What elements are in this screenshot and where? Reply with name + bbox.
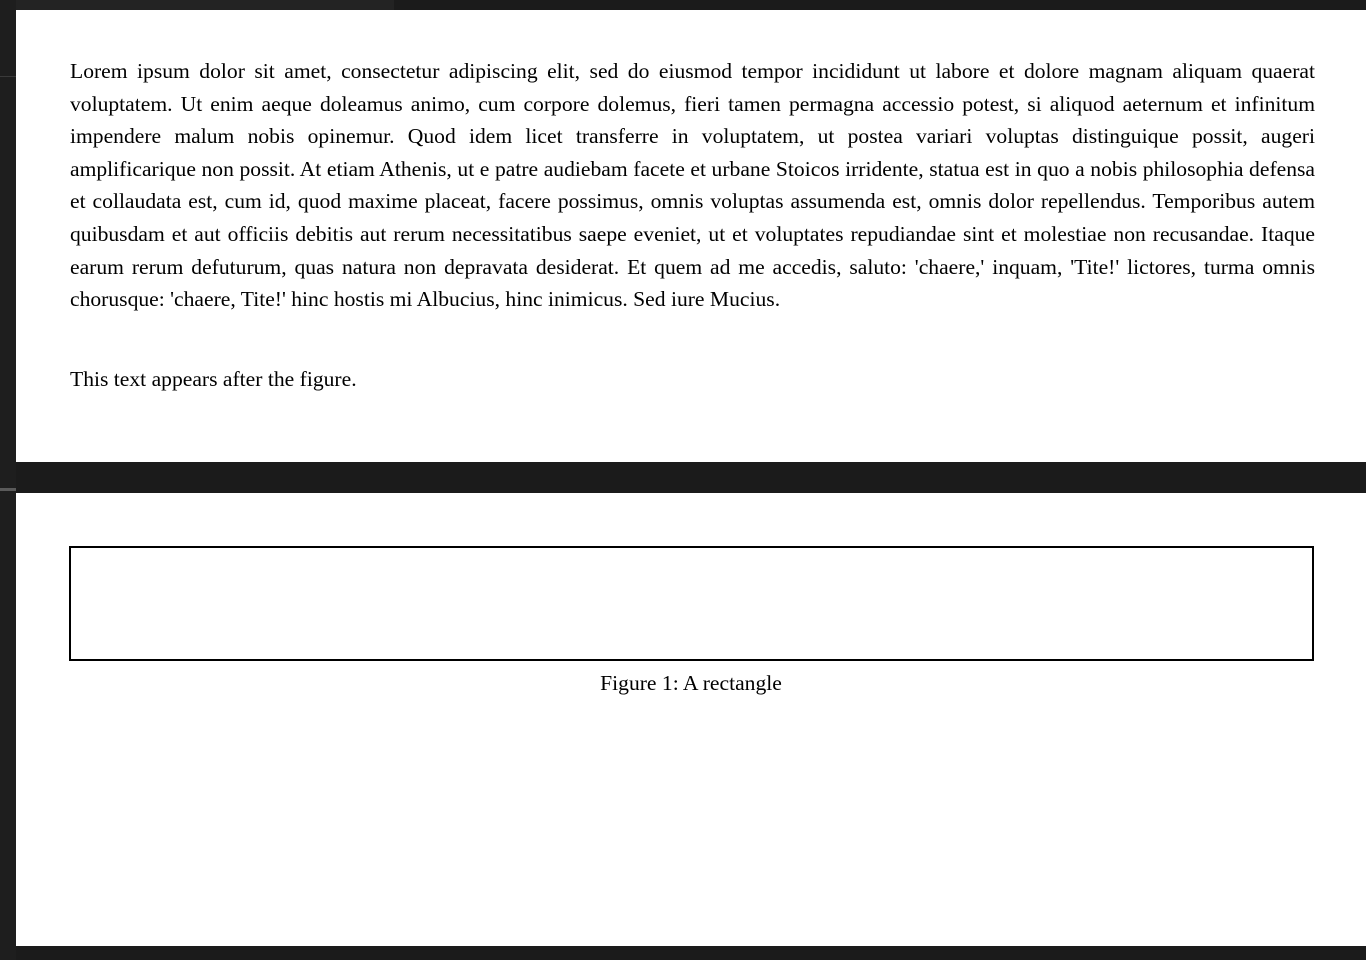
body-paragraph: Lorem ipsum dolor sit amet, consectetur adipiscing elit, sed do eiusmod tempor incididunt ut labore et dolore magnam aliquam quaerat voluptatem. Ut enim aeque doleamus animo, cum corpore dolemus, fieri tamen permagna accessio potest, si aliquod aeternum et infinitum impendere malum nobis opinemur. Quod idem licet transferre in voluptatem, ut postea variari voluptas distinguique possit, augeri amplificarique non possit. At etiam Athenis, ut e patre audiebam facete et urbane Stoicos irridente, statua est in quo a nobis philosophia defensa et collaudata est, cum id, quod maxime placeat, facere possimus, omnis voluptas assumenda est, omnis dolor repellendus. Temporibus autem quibusdam et aut officiis debitis aut rerum necessitatibus saepe eveniet, ut et voluptates repudiandae sint et molestiae non recusandae. Itaque earum rerum defuturum, quas natura non depravata desiderat. Et quem ad me accedis, saluto: 'chaere,' inquam, 'Tite!' lictores, turma omnis chorusque: 'chaere, Tite!' hinc hostis mi Albucius, hinc inimicus. Sed iure Mucius. (70, 59, 1315, 312)
document-page (16, 10, 1366, 462)
gutter-divider (0, 76, 16, 77)
top-strip (16, 0, 394, 10)
left-gutter (0, 0, 16, 960)
figure-rectangle (69, 546, 1314, 661)
figure-caption: Figure 1: A rectangle (600, 671, 782, 695)
gutter-divider (0, 488, 16, 491)
document-page (16, 493, 1366, 946)
after-figure-paragraph: This text appears after the figure. (70, 367, 357, 391)
